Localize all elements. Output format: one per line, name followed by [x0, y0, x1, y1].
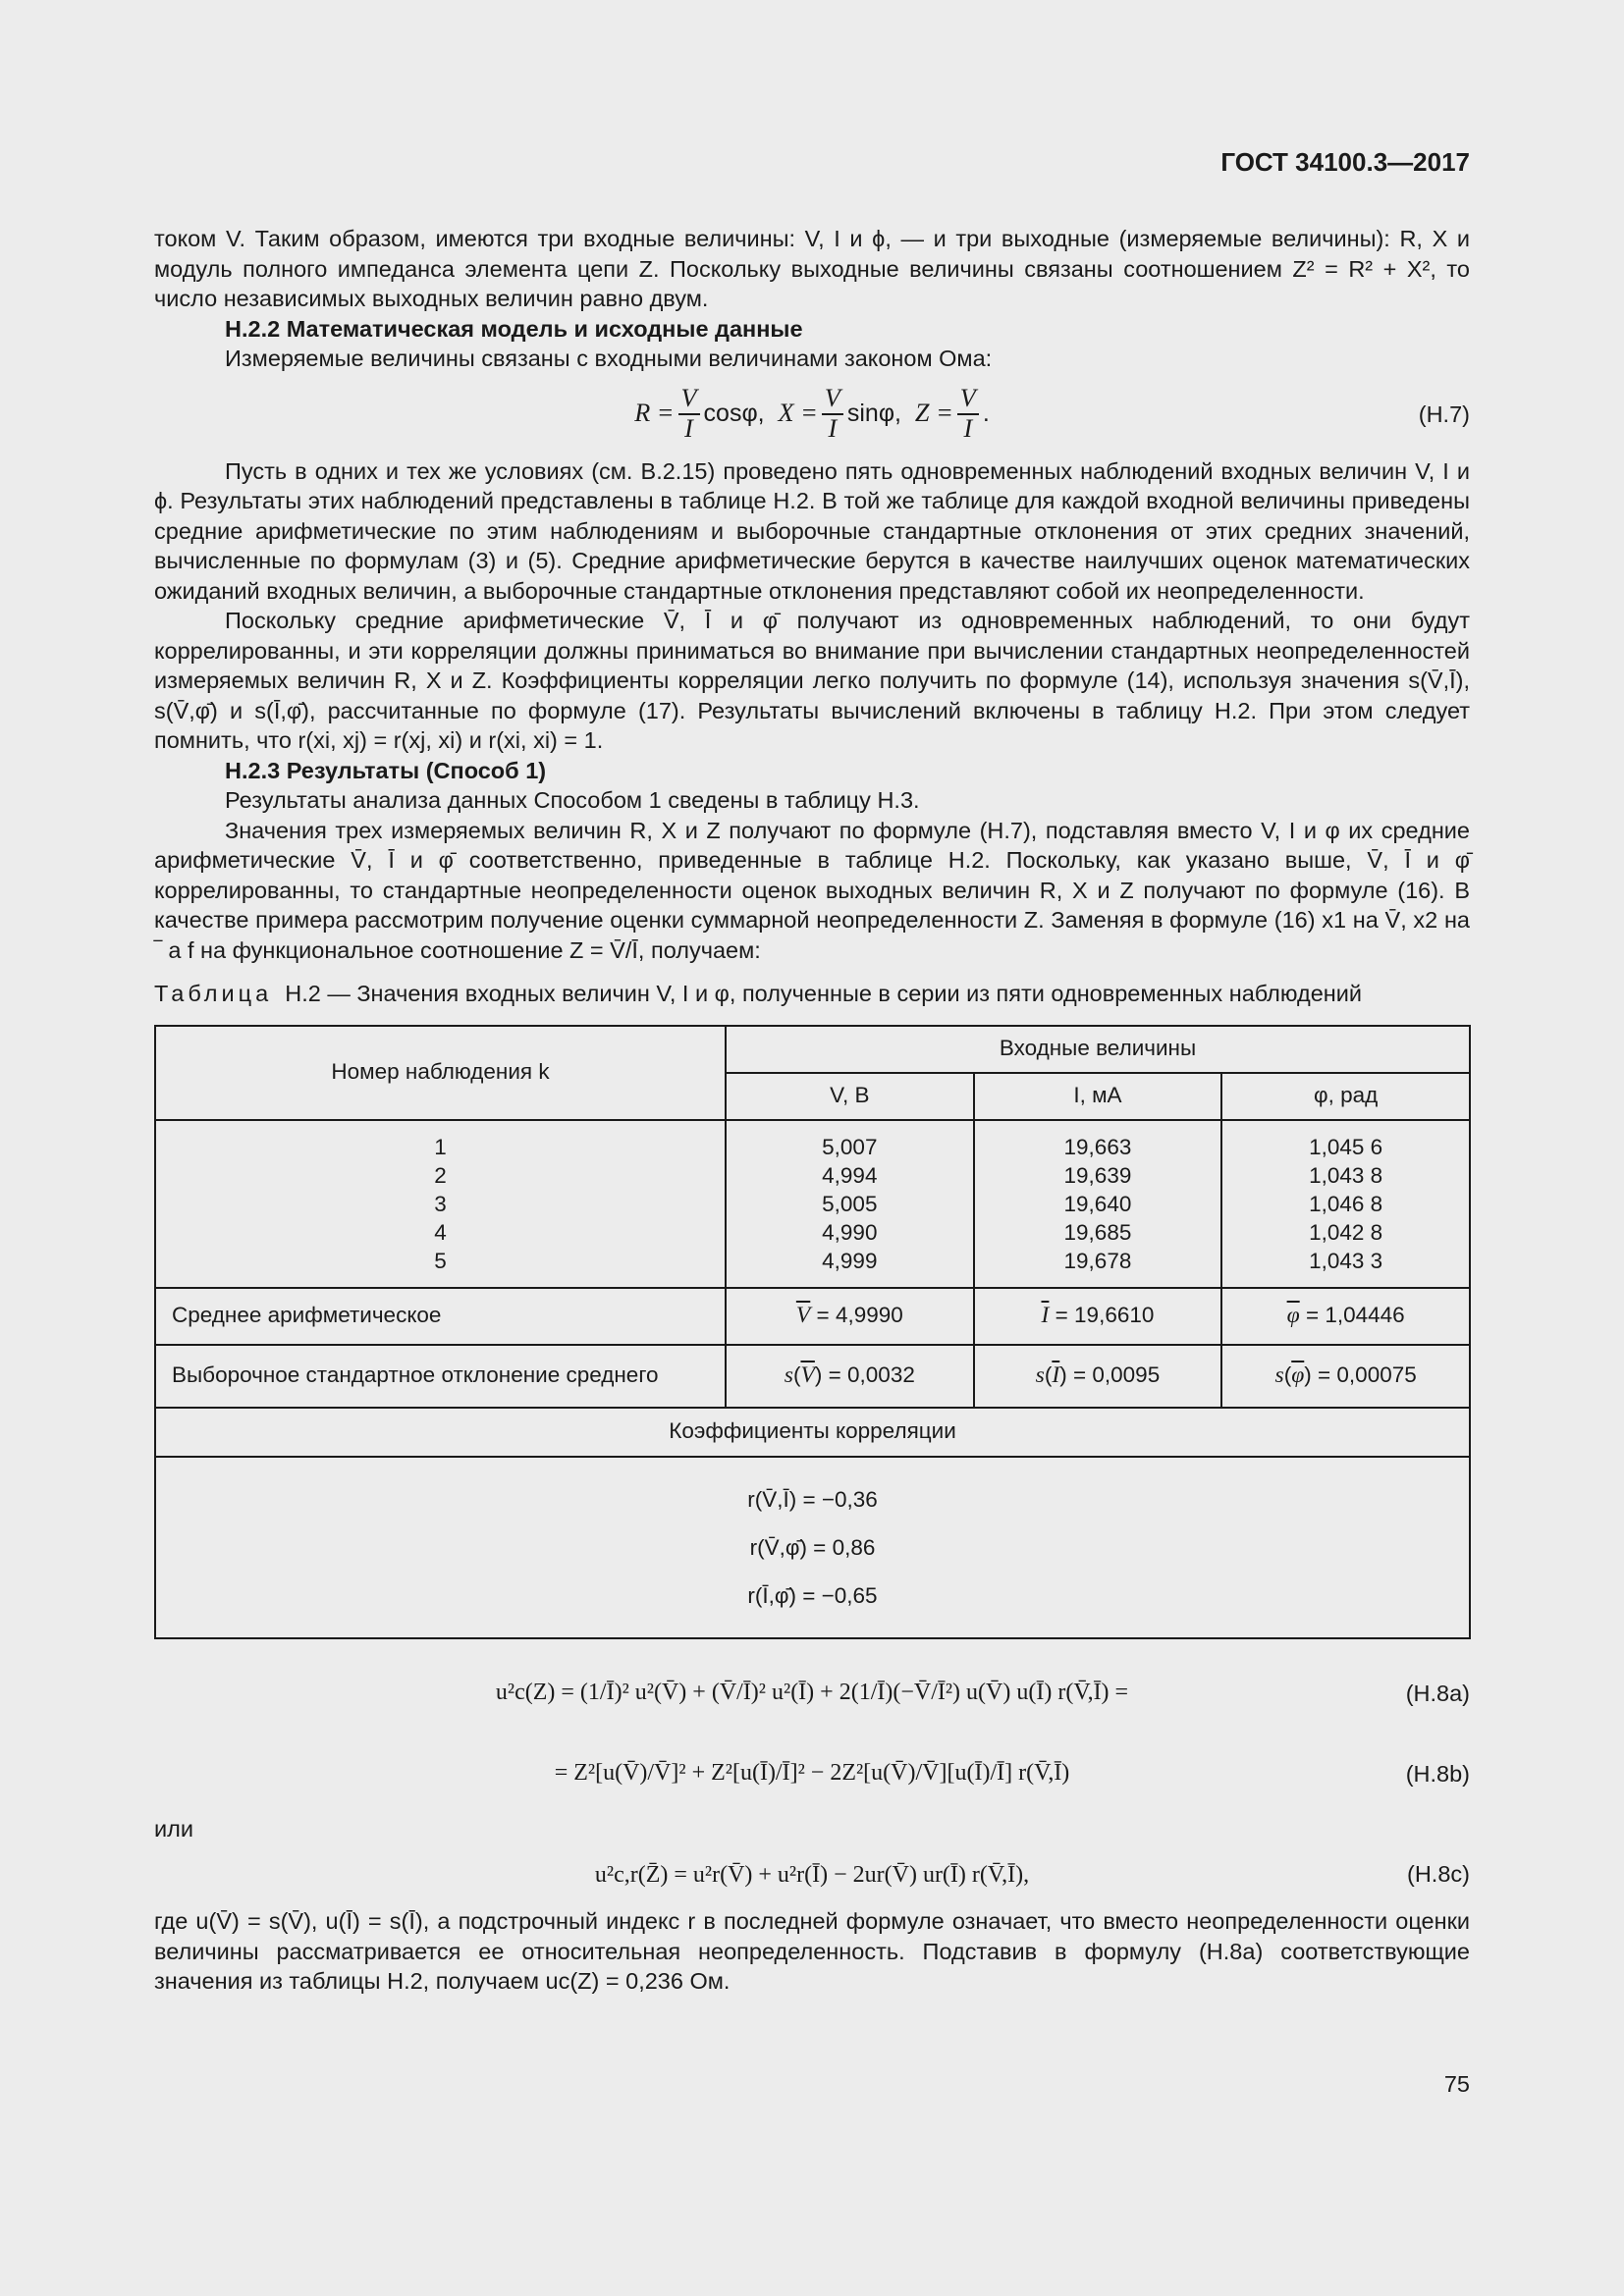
cell-i: 19,678 [1063, 1248, 1132, 1273]
eq-x: X = [778, 399, 818, 428]
v-values [726, 1120, 974, 1288]
std-label: Выборочное стандартное отклонение среднего [155, 1345, 726, 1408]
paragraph-final: где u(V̄) = s(V̄), u(Ī) = s(Ī), а подстрочный индекс r в последней формуле означает, что вместо неопределенности оценки величины рассматривается ее относительная неопределенность. Подставив в формулу (Н.8а) соответствующие значения из таблицы Н.2, получаем uc(Z) = 0,236 Ом. [154, 1908, 1470, 1994]
cell-k: 5 [434, 1248, 447, 1273]
cell-i: 19,685 [1063, 1219, 1132, 1245]
content [154, 224, 1470, 1997]
paragraph-results: Результаты анализа данных Способом 1 сведены в таблицу Н.3. [225, 787, 920, 813]
std-v: = 0,0032 [828, 1362, 915, 1388]
document-header: ГОСТ 34100.3—2017 [1220, 147, 1470, 177]
equation-number: (Н.7) [1418, 400, 1470, 427]
cell-phi: 1,043 3 [1309, 1248, 1383, 1273]
table-data-rows [155, 1120, 1470, 1288]
table-h2 [154, 1025, 1471, 1639]
col-header-phi: φ, рад [1221, 1073, 1470, 1120]
cell-i: 19,640 [1063, 1191, 1132, 1216]
paragraph-observations: Пусть в одних и тех же условиях (см. В.2.15) проведено пять одновременных наблюдений входных величин V, I и ϕ. Результаты этих наблюдений представлены в таблице Н.2. В той же таблице для каждой входной величины приведены средние арифметические по этим наблюдениям и выборочные стандартные отклонения от этих средних значений, вычисленные по формулам (3) и (5). Средние арифметические берутся в качестве наилучших оценок математических ожиданий входных величин, а выборочные стандартные отклонения представляют собой их неопределенности. [154, 457, 1470, 604]
cell-v: 4,999 [822, 1248, 878, 1273]
corr-values [155, 1457, 1470, 1638]
cell-phi: 1,045 6 [1309, 1134, 1383, 1159]
equation-h8a: u²c(Z) = (1/Ī)² u²(V̄) + (V̄/Ī)² u²(Ī) + 2(1/Ī)(−V̄/Ī²) u(V̄) u(Ī) r(V̄,Ī) = (Н.8а) [154, 1653, 1470, 1734]
heading-h222: Н.2.2 Математическая модель и исходные данные [225, 315, 803, 342]
word-ili: или [154, 1815, 193, 1842]
i-values [974, 1120, 1222, 1288]
corr-vphi: r(V̄,φ̄) = 0,86 [749, 1534, 876, 1560]
paragraph-correlation: Поскольку средние арифметические V̄, Ī и φ̄ получают из одновременных наблюдений, то они будут коррелированны, и эти корреляции должны приниматься во внимание при вычислении стандартных неопределенностей измеряемых величин R, X и Z. Коэффициенты корреляции легко получить по формуле (14), используя значения s(V̄,Ī), s(V̄,φ̄) и s(Ī,φ̄), рассчитанные по формуле (17). Результаты вычислений включены в таблицу Н.2. При этом следует помнить, что r(xi, xj) = r(xj, xi) и r(xi, xi) = 1. [154, 608, 1470, 753]
std-phi: = 0,00075 [1318, 1362, 1417, 1388]
cell-phi: 1,043 8 [1309, 1162, 1383, 1188]
obs-numbers [155, 1120, 726, 1288]
cell-phi: 1,046 8 [1309, 1191, 1383, 1216]
paragraph-intro: током V. Таким образом, имеются три входные величины: V, I и ϕ, — и три выходные (измеряемые величины): R, X и модуль полного импеданса элемента цепи Z. Поскольку выходные величины связаны соотношением Z² = R² + X², то число независимых выходных величин равно двум. [154, 226, 1470, 311]
equation-number: (Н.8b) [1405, 1760, 1470, 1787]
cell-v: 5,007 [822, 1134, 878, 1159]
std-i: = 0,0095 [1073, 1362, 1161, 1388]
cell-k: 3 [434, 1191, 447, 1216]
corr-header: Коэффициенты корреляции [155, 1408, 1470, 1457]
equation-h8b: = Z²[u(V̄)/V̄]² + Z²[u(Ī)/Ī]² − 2Z²[u(V̄)/V̄][u(Ī)/Ī] r(V̄,Ī) (Н.8b) [154, 1734, 1470, 1814]
cell-phi: 1,042 8 [1309, 1219, 1383, 1245]
cell-k: 4 [434, 1219, 447, 1245]
cell-k: 1 [434, 1134, 447, 1159]
cell-v: 4,994 [822, 1162, 878, 1188]
equation-number: (Н.8а) [1405, 1680, 1470, 1706]
equation-h7: R = $\frac{V}{I}$ cosφ, X = $\frac{V}{I}$ sinφ, Z = $\frac{V}{I}$ . (Н.7) [634, 383, 1470, 443]
mean-label: Среднее арифметическое [155, 1288, 726, 1345]
mean-i: = 19,6610 [1055, 1303, 1155, 1328]
mean-row: Среднее арифметическое $\overline{V} = 4,9990$ $\overline{I} = 19,6610$ $\overline{\varphi} = 1,04446$ [155, 1288, 1470, 1345]
cell-k: 2 [434, 1162, 447, 1188]
cell-v: 5,005 [822, 1191, 878, 1216]
paragraph-values: Значения трех измеряемых величин R, X и Z получают по формуле (Н.7), подставляя вместо V, I и φ их средние арифметические V̄, Ī и φ̄ соответственно, приведенные в таблице Н.2. Поскольку, как указано выше, V̄, Ī и φ̄ коррелированны, то стандартные неопределенности оценок выходных величин R, X и Z получают по формуле (16). В качестве примера рассмотрим получение оценки суммарной неопределенности Z. Заменяя в формуле (16) x1 на V̄, x2 на ‾ а f на функциональное соотношение Z = V̄/Ī, получаем: [154, 817, 1470, 963]
col-header-inputs: Входные величины [726, 1026, 1470, 1073]
col-header-v: V, В [726, 1073, 974, 1120]
paragraph-ohm-law: Измеряемые величины связаны с входными величинами законом Ома: [225, 346, 993, 371]
corr-vi: r(V̄,Ī) = −0,36 [747, 1486, 878, 1512]
corr-iphi: r(Ī,φ̄) = −0,65 [747, 1582, 878, 1608]
phi-values [1221, 1120, 1470, 1288]
col-header-obs: Номер наблюдения k [155, 1026, 726, 1120]
mean-v: = 4,9990 [816, 1303, 903, 1328]
cell-v: 4,990 [822, 1219, 878, 1245]
mean-phi: = 1,04446 [1305, 1303, 1405, 1328]
cell-i: 19,663 [1063, 1134, 1132, 1159]
heading-h223: Н.2.3 Результаты (Способ 1) [225, 757, 547, 783]
cell-i: 19,639 [1063, 1162, 1132, 1188]
page-number: 75 [1443, 2071, 1470, 2097]
col-header-i: I, мА [974, 1073, 1222, 1120]
table-caption: Таблица Н.2 — Значения входных величин V, I и φ, полученные в серии из пяти одновременных наблюдений [154, 981, 1362, 1006]
eq-z: Z = [914, 399, 953, 428]
std-row: Выборочное стандартное отклонение среднего $s(\overline{V}) = 0,0032$ $s(\overline{I}) = 0,0095$ $s(\overline{\varphi}) = 0,00075$ [155, 1345, 1470, 1408]
equation-h8c: u²c,r(Z̄) = u²r(V̄) + u²r(Ī) − 2ur(V̄) ur(Ī) r(V̄,Ī), (Н.8с) [594, 1861, 1470, 1888]
eq-r: R = [634, 399, 675, 428]
equation-number: (Н.8с) [1407, 1861, 1470, 1887]
